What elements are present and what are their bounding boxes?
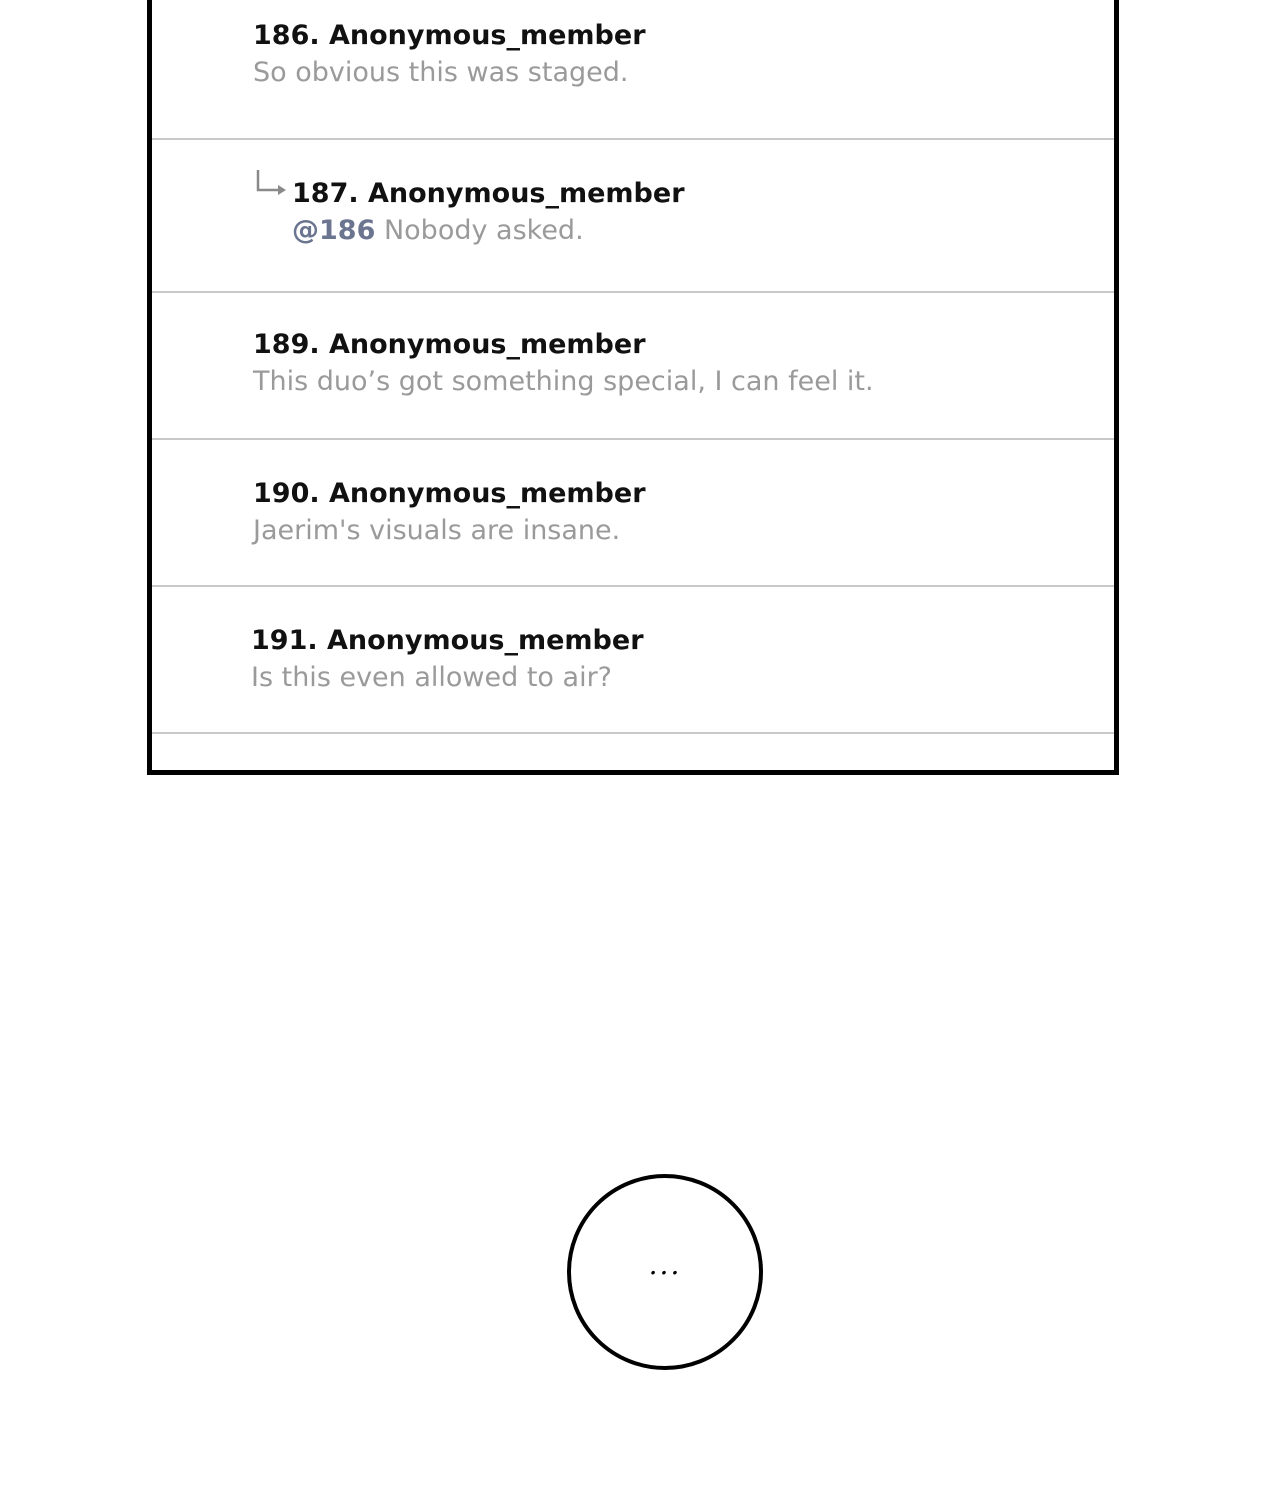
comment-text: Nobody asked.: [375, 215, 584, 246]
reply-arrow-icon: [253, 168, 289, 200]
thought-bubble: [567, 1174, 763, 1370]
comment-author: 186. Anonymous_member: [253, 20, 646, 51]
reply-header: [253, 176, 685, 212]
comment-author: 189. Anonymous_member: [253, 329, 646, 360]
comment-text: Jaerim's visuals are insane.: [253, 515, 621, 546]
comment-reply-item[interactable]: [152, 140, 1114, 293]
comment-text-line: [292, 212, 685, 250]
comment-content: [251, 623, 644, 697]
comment-author: 187. Anonymous_member: [292, 178, 685, 209]
comment-item[interactable]: [152, 587, 1114, 734]
comment-content: [253, 476, 646, 550]
comment-content: [253, 176, 685, 250]
comment-author: 190. Anonymous_member: [253, 478, 646, 509]
comment-content: [253, 18, 646, 92]
comment-item[interactable]: [152, 0, 1114, 140]
comment-item[interactable]: [152, 440, 1114, 587]
thought-bubble-text: ...: [648, 1248, 682, 1281]
comment-item[interactable]: [152, 293, 1114, 440]
comment-content: [253, 327, 874, 401]
comment-author: 191. Anonymous_member: [251, 625, 644, 656]
comment-text: So obvious this was staged.: [253, 57, 629, 88]
comment-text: Is this even allowed to air?: [251, 662, 613, 693]
comment-panel: [147, 0, 1119, 775]
comment-mention[interactable]: @186: [292, 215, 376, 246]
comment-text: This duo’s got something special, I can feel it.: [253, 366, 874, 397]
